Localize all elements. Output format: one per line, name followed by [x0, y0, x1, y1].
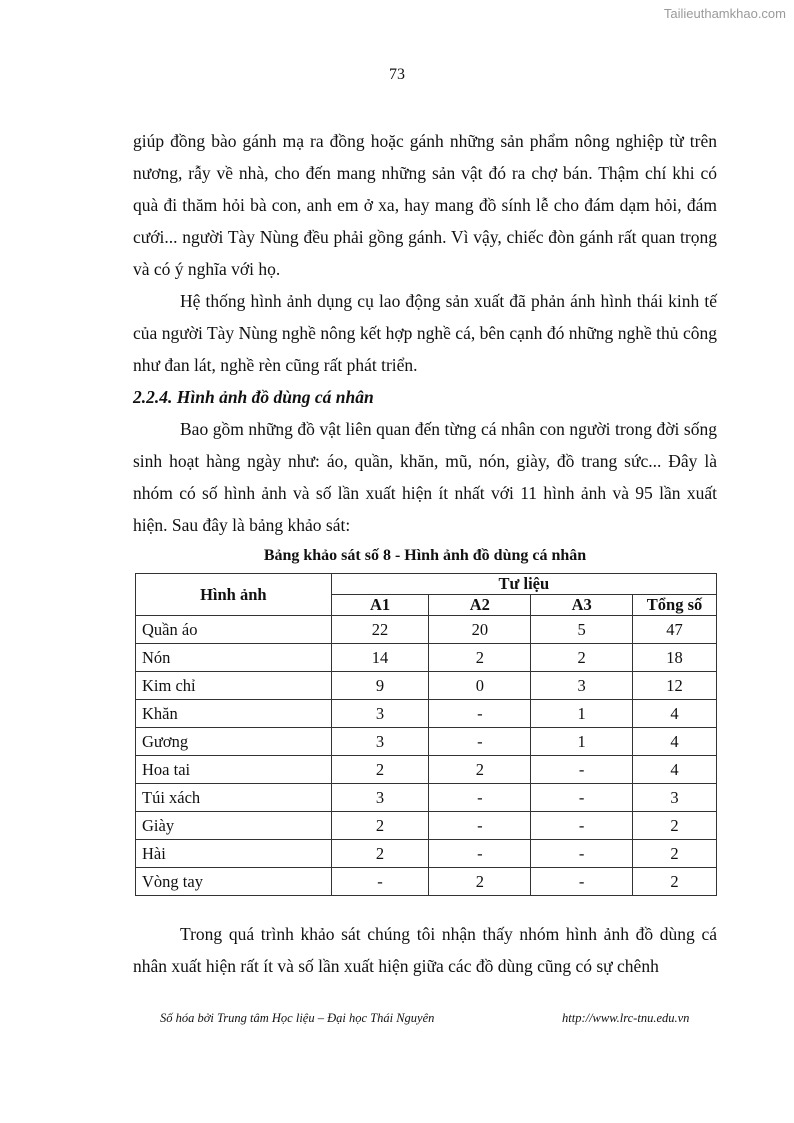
row-name: Vòng tay — [136, 868, 332, 896]
table-row — [136, 616, 717, 644]
row-name: Nón — [136, 644, 332, 672]
cell-a3: - — [531, 868, 633, 896]
header-a1: A1 — [331, 595, 429, 616]
footer-left: Số hóa bởi Trung tâm Học liệu – Đại học Thái Nguyên — [160, 1011, 435, 1025]
row-name: Khăn — [136, 700, 332, 728]
header-total: Tổng số — [633, 595, 717, 616]
footer-url: http://www.lrc-tnu.edu.vn — [562, 1011, 690, 1025]
cell-a3: 3 — [531, 672, 633, 700]
cell-a2: 2 — [429, 644, 531, 672]
cell-a2: 0 — [429, 672, 531, 700]
footer — [160, 1011, 700, 1026]
cell-a1: 9 — [331, 672, 429, 700]
paragraph-4: Trong quá trình khảo sát chúng tôi nhận thấy nhóm hình ảnh đồ dùng cá nhân xuất hiện rất ít và số lần xuất hiện giữa các đồ dùng cũng có sự chênh — [133, 924, 717, 976]
table-row — [136, 868, 717, 896]
paragraph-3: Bao gồm những đồ vật liên quan đến từng cá nhân con người trong đời sống sinh hoạt hàng ngày như: áo, quần, khăn, mũ, nón, giày, đồ trang sức... Đây là nhóm có số hình ảnh và số lần xuất hiện ít nhất với 11 hình ảnh và 95 lần xuất hiện. Sau đây là bảng khảo sát: — [133, 419, 717, 535]
cell-a3: 5 — [531, 616, 633, 644]
table-body — [136, 616, 717, 896]
survey-table — [135, 573, 717, 896]
cell-a2: - — [429, 812, 531, 840]
cell-a2: 2 — [429, 756, 531, 784]
cell-a2: - — [429, 840, 531, 868]
header-image: Hình ảnh — [136, 574, 332, 616]
section-heading: 2.2.4. Hình ảnh đồ dùng cá nhân — [133, 387, 374, 407]
table-row — [136, 700, 717, 728]
row-name: Hài — [136, 840, 332, 868]
cell-a2: 20 — [429, 616, 531, 644]
row-name: Quần áo — [136, 616, 332, 644]
cell-a1: 2 — [331, 840, 429, 868]
cell-a3: - — [531, 784, 633, 812]
cell-a3: - — [531, 840, 633, 868]
cell-total: 12 — [633, 672, 717, 700]
header-source: Tư liệu — [331, 574, 716, 595]
header-a2: A2 — [429, 595, 531, 616]
cell-total: 2 — [633, 840, 717, 868]
cell-total: 4 — [633, 700, 717, 728]
cell-a1: 3 — [331, 784, 429, 812]
cell-a1: 22 — [331, 616, 429, 644]
table-row — [136, 812, 717, 840]
table-row — [136, 840, 717, 868]
table-row — [136, 756, 717, 784]
row-name: Hoa tai — [136, 756, 332, 784]
paragraph-2: Hệ thống hình ảnh dụng cụ lao động sản xuất đã phản ánh hình thái kinh tế của người Tày Nùng nghề nông kết hợp nghề cá, bên cạnh đó những nghề thủ công như đan lát, nghề rèn cũng rất phát triển. — [133, 291, 717, 375]
watermark: Tailieuthamkhao.com — [663, 6, 786, 21]
row-name: Gương — [136, 728, 332, 756]
cell-total: 2 — [633, 868, 717, 896]
cell-a2: 2 — [429, 868, 531, 896]
paragraph-1: giúp đồng bào gánh mạ ra đồng hoặc gánh những sản phẩm nông nghiệp từ trên nương, rẫy về nhà, cho đến mang những sản vật đó ra chợ bán. Thậm chí khi có quà đi thăm hỏi bà con, anh em ở xa, hay mang đồ sính lễ cho đám dạm hỏi, đám cưới... người Tày Nùng đều phải gồng gánh. Vì vậy, chiếc đòn gánh rất quan trọng và có ý nghĩa với họ. — [133, 131, 717, 279]
cell-total: 3 — [633, 784, 717, 812]
cell-a1: 2 — [331, 756, 429, 784]
table-row — [136, 644, 717, 672]
cell-a3: 1 — [531, 700, 633, 728]
cell-a1: - — [331, 868, 429, 896]
cell-total: 47 — [633, 616, 717, 644]
row-name: Kim chỉ — [136, 672, 332, 700]
cell-a1: 3 — [331, 728, 429, 756]
row-name: Túi xách — [136, 784, 332, 812]
table-row — [136, 784, 717, 812]
table-caption: Bảng khảo sát số 8 - Hình ảnh đồ dùng cá nhân — [263, 547, 587, 564]
cell-total: 2 — [633, 812, 717, 840]
cell-a3: - — [531, 812, 633, 840]
row-name: Giày — [136, 812, 332, 840]
cell-a2: - — [429, 728, 531, 756]
cell-a3: 2 — [531, 644, 633, 672]
cell-a3: 1 — [531, 728, 633, 756]
page-number: 73 — [389, 66, 405, 83]
cell-a1: 2 — [331, 812, 429, 840]
cell-a1: 14 — [331, 644, 429, 672]
table-row — [136, 728, 717, 756]
cell-total: 18 — [633, 644, 717, 672]
cell-a1: 3 — [331, 700, 429, 728]
cell-a3: - — [531, 756, 633, 784]
cell-total: 4 — [633, 756, 717, 784]
header-a3: A3 — [531, 595, 633, 616]
page-body — [133, 125, 717, 982]
cell-a2: - — [429, 700, 531, 728]
cell-a2: - — [429, 784, 531, 812]
cell-total: 4 — [633, 728, 717, 756]
table-row — [136, 672, 717, 700]
